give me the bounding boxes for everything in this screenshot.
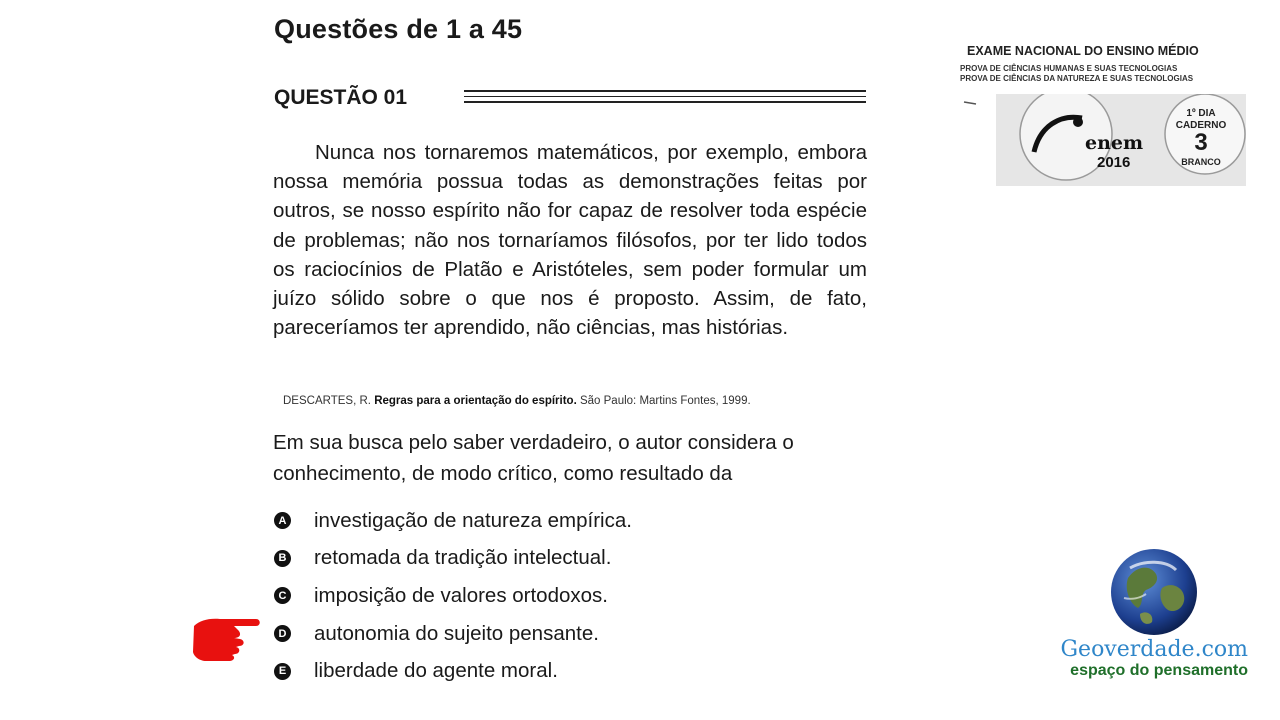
option-e[interactable]: [274, 652, 632, 690]
option-d-letter: D: [274, 625, 291, 642]
question-header: QUESTÃO 01: [274, 86, 408, 109]
exam-subtitle-1: PROVA DE CIÊNCIAS HUMANAS E SUAS TECNOLOGIAS: [960, 64, 1178, 73]
section-title: Questões de 1 a 45: [274, 14, 523, 44]
citation: [283, 395, 751, 407]
option-b-text: retomada da tradição intelectual.: [314, 546, 612, 570]
citation-title: Regras para a orientação do espírito.: [374, 395, 577, 407]
citation-author: DESCARTES, R.: [283, 395, 371, 407]
caderno-color: BRANCO: [1181, 157, 1221, 167]
exam-title: EXAME NACIONAL DO ENSINO MÉDIO: [967, 44, 1199, 58]
option-c[interactable]: [274, 577, 632, 615]
option-d-text: autonomia do sujeito pensante.: [314, 621, 599, 645]
pointing-hand-icon: [190, 612, 262, 662]
citation-publisher: São Paulo: Martins Fontes, 1999.: [579, 395, 751, 407]
exam-header: [956, 40, 1246, 186]
option-b[interactable]: [274, 540, 632, 578]
option-e-text: liberdade do agente moral.: [314, 659, 558, 683]
option-b-letter: B: [274, 550, 291, 567]
caderno-label: CADERNO: [1175, 120, 1227, 131]
exam-subtitle-2: PROVA DE CIÊNCIAS DA NATUREZA E SUAS TECNOLOGIAS: [960, 74, 1194, 83]
option-c-text: imposição de valores ortodoxos.: [314, 583, 608, 607]
option-c-letter: C: [274, 587, 291, 604]
option-a[interactable]: [274, 502, 632, 540]
answer-options: [274, 502, 632, 690]
caderno-number: 3: [1194, 129, 1208, 156]
option-d[interactable]: [274, 615, 632, 653]
option-e-letter: E: [274, 663, 291, 680]
watermark-tagline: espaço do pensamento: [1070, 662, 1248, 679]
exam-day: 1º DIA: [1186, 108, 1216, 119]
watermark-site[interactable]: Geoverdade.com: [1060, 637, 1248, 662]
option-a-text: investigação de natureza empírica.: [314, 508, 632, 532]
question-prompt: Em sua busca pelo saber verdadeiro, o autor considera o conhecimento, de modo crítico, como resultado da: [273, 431, 794, 485]
enem-logo: enem: [1085, 132, 1144, 154]
exam-year: 2016: [1097, 154, 1131, 171]
question-passage: Nunca nos tornaremos matemáticos, por exemplo, embora nossa memória possua todas as demonstrações feitas por outros, se nosso espírito não for capaz de resolver toda espécie de problemas; não nos tornaríamos filósofos, por ter lido todos os raciocínios de Platão e Aristóteles, sem poder formular um juízo sólido sobre o que nos é proposto. Assim, de fato, pareceríamos ter aprendido, não ciências, mas histórias.: [273, 141, 867, 340]
header-rule: [464, 90, 866, 106]
globe-icon: [1110, 548, 1198, 636]
watermark: [1050, 638, 1248, 680]
option-a-letter: A: [274, 512, 291, 529]
